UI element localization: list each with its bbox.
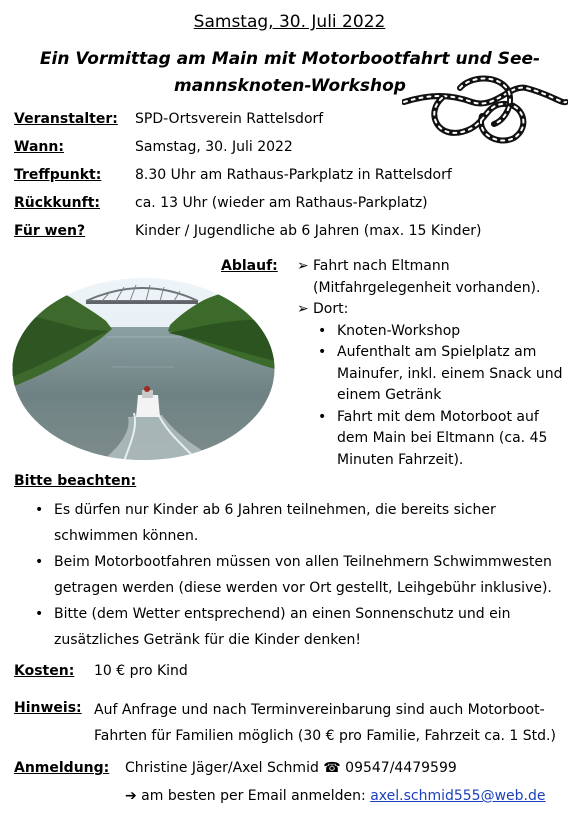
label-treffpunkt: Treffpunkt: <box>14 167 102 183</box>
email-prefix: ➔ am besten per Email anmelden: <box>125 788 366 804</box>
ablauf-subitem: • Knoten-Workshop <box>337 321 567 343</box>
ablauf-list <box>297 256 567 471</box>
ablauf-subitem: • Aufenthalt am Spielplatz am Mainufer, inkl. einem Snack und einem Getränk <box>337 342 567 407</box>
ablauf-item: ➢ Fahrt nach Eltmann (Mitfahrgelegenheit vorhanden). <box>297 256 567 299</box>
info-wann <box>14 139 293 155</box>
label-veranstalter: Veranstalter: <box>14 111 118 127</box>
email-line <box>125 788 546 804</box>
kosten-row <box>14 663 188 679</box>
info-veranstalter <box>14 111 324 127</box>
label-rueckkunft: Rückkunft: <box>14 195 100 211</box>
note-item: • Beim Motorbootfahren müssen von allen Teilnehmern Schwimmwesten getragen werden (diese werden vor Ort gestellt, Leihgebühr inklusive). <box>54 549 562 601</box>
knot-icon <box>402 68 568 150</box>
notes-label: Bitte beachten: <box>14 473 137 489</box>
value-treffpunkt: 8.30 Uhr am Rathaus-Parkplatz in Rattelsdorf <box>135 167 452 183</box>
value-wann: Samstag, 30. Juli 2022 <box>135 139 293 155</box>
value-rueckkunft: ca. 13 Uhr (wieder am Rathaus-Parkplatz) <box>135 195 428 211</box>
event-title: Ein Vormittag am Main mit Motorbootfahrt und See-mannsknoten-Workshop <box>39 49 541 96</box>
notes-list <box>54 497 562 653</box>
ablauf-item: ➢ Dort: <box>297 299 567 321</box>
anmeldung-contact: Christine Jäger/Axel Schmid ☎ 09547/4479599 <box>125 760 457 776</box>
kosten-label: Kosten: <box>14 663 75 679</box>
ablauf-subitem: • Fahrt mit dem Motorboot auf dem Main bei Eltmann (ca. 45 Minuten Fahrzeit). <box>337 407 567 472</box>
info-rueckkunft <box>14 195 428 211</box>
note-item: • Bitte (dem Wetter entsprechend) an einen Sonnenschutz und ein zusätzliches Getränk für die Kinder denken! <box>54 601 562 653</box>
value-veranstalter: SPD-Ortsverein Rattelsdorf <box>135 111 324 127</box>
hinweis-text: Auf Anfrage und nach Terminvereinbarung sind auch Motorboot-Fahrten für Familien möglich (30 € pro Familie, Fahrzeit ca. 1 Std.) <box>94 702 556 744</box>
value-fuerwen: Kinder / Jugendliche ab 6 Jahren (max. 15 Kinder) <box>135 223 482 239</box>
label-wann: Wann: <box>14 139 64 155</box>
note-item: • Es dürfen nur Kinder ab 6 Jahren teilnehmen, die bereits sicher schwimmen können. <box>54 497 562 549</box>
hinweis-label: Hinweis: <box>14 700 82 716</box>
email-link[interactable]: axel.schmid555@web.de <box>370 788 546 804</box>
kosten-value: 10 € pro Kind <box>94 663 188 679</box>
label-fuerwen: Für wen? <box>14 223 86 239</box>
info-fuerwen <box>14 223 482 239</box>
ablauf-label: Ablauf: <box>221 258 278 274</box>
info-treffpunkt <box>14 167 452 183</box>
anmeldung-label: Anmeldung: <box>14 760 110 776</box>
event-date-heading: Samstag, 30. Juli 2022 <box>193 12 386 32</box>
river-boat-photo <box>12 277 275 461</box>
